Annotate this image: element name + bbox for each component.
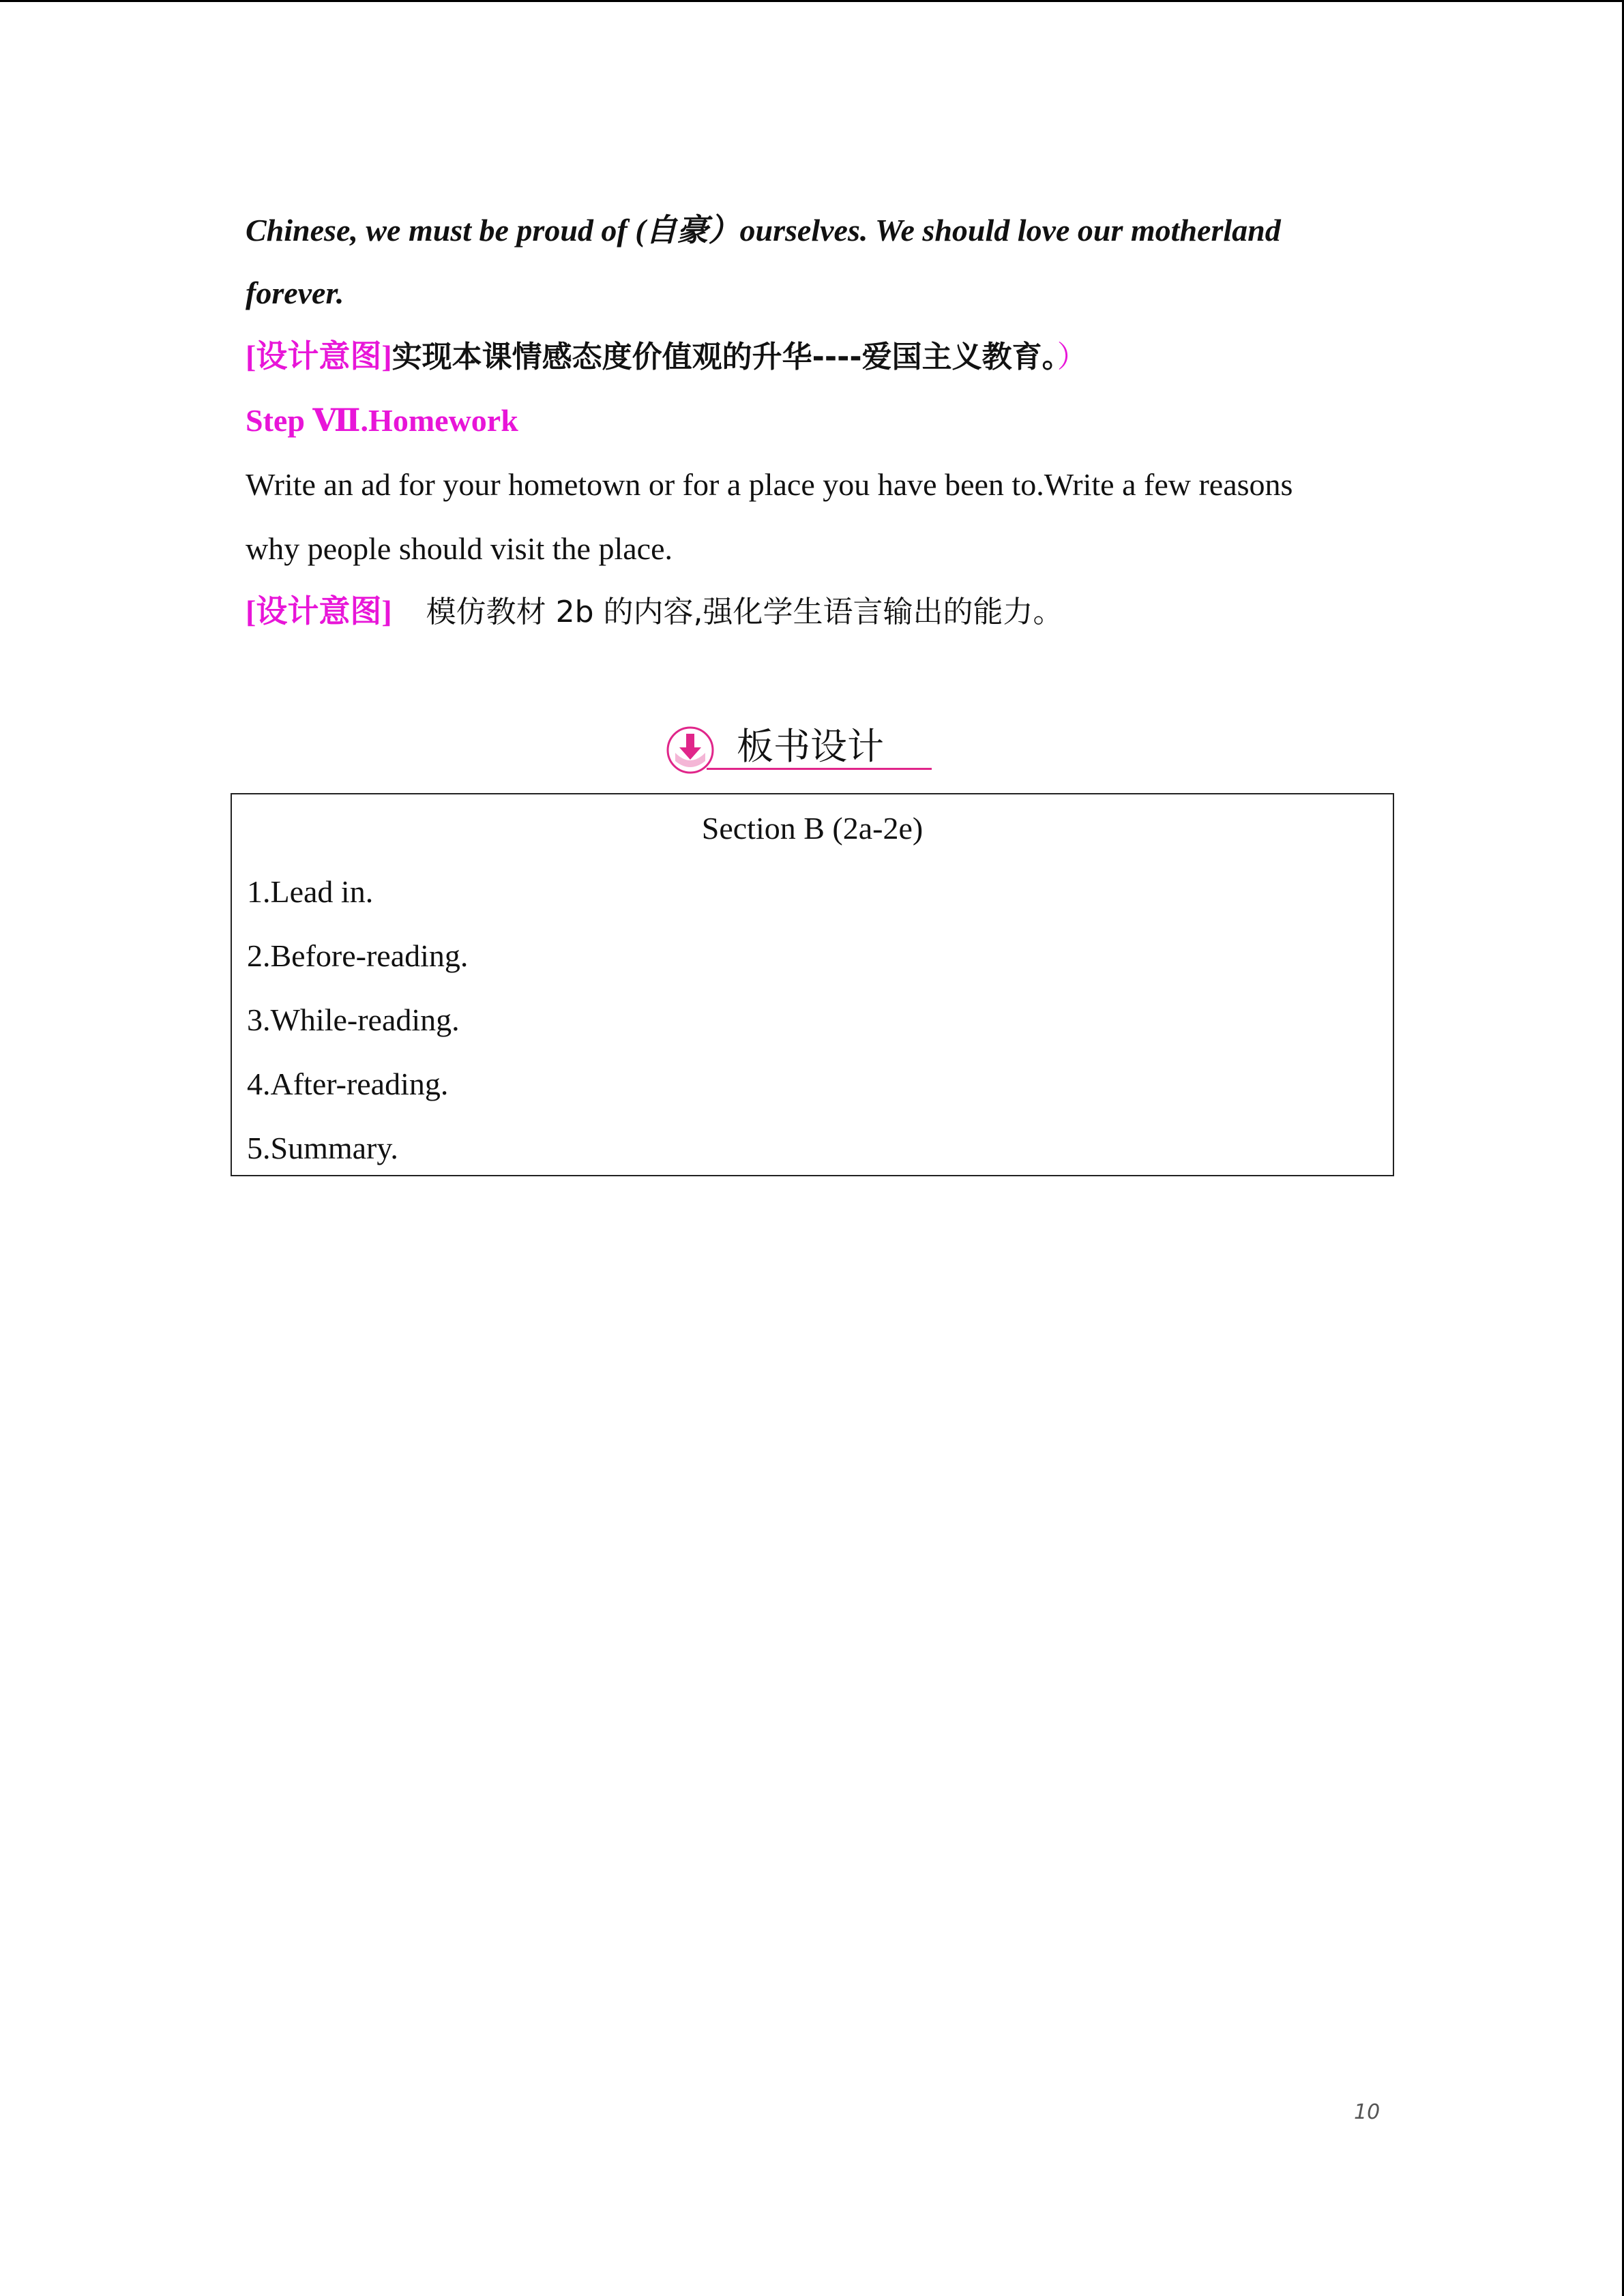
board-item: 4.After-reading.	[247, 1067, 449, 1101]
board-item: 2.Before-reading.	[247, 938, 469, 973]
board-design-box	[231, 793, 1394, 1176]
board-design-heading	[666, 720, 948, 780]
design-intent-1	[246, 336, 1087, 378]
board-box-title: Section B (2a-2e)	[701, 811, 924, 846]
board-item: 3.While-reading.	[247, 1002, 460, 1037]
board-design-title: 板书设计	[737, 725, 884, 768]
homework-line-1: Write an ad for your hometown or for a place you have been to.Write a few reasons	[246, 467, 1293, 502]
page-number: 10	[1354, 2100, 1381, 2124]
homework-line-2: why people should visit the place.	[246, 531, 673, 566]
board-item: 5.Summary.	[247, 1131, 398, 1165]
step-heading: Step Ⅶ.Homework	[246, 403, 518, 438]
design-intent-2	[246, 591, 1063, 633]
design-intent-close: ）	[1057, 340, 1087, 374]
board-item: 1.Lead in.	[247, 874, 374, 909]
design-intent-text: 模仿教材 2b 的内容,强化学生语言输出的能力。	[426, 595, 1063, 629]
body-line-2: forever.	[246, 275, 344, 310]
design-intent-text: 实现本课情感态度价值观的升华----爱国主义教育。	[392, 340, 1057, 374]
design-intent-tag: [设计意图]	[246, 339, 392, 374]
design-intent-tag: [设计意图]	[246, 594, 392, 629]
body-line-1: Chinese, we must be proud of (自豪）ourselves. We should love our motherland	[246, 213, 1281, 248]
